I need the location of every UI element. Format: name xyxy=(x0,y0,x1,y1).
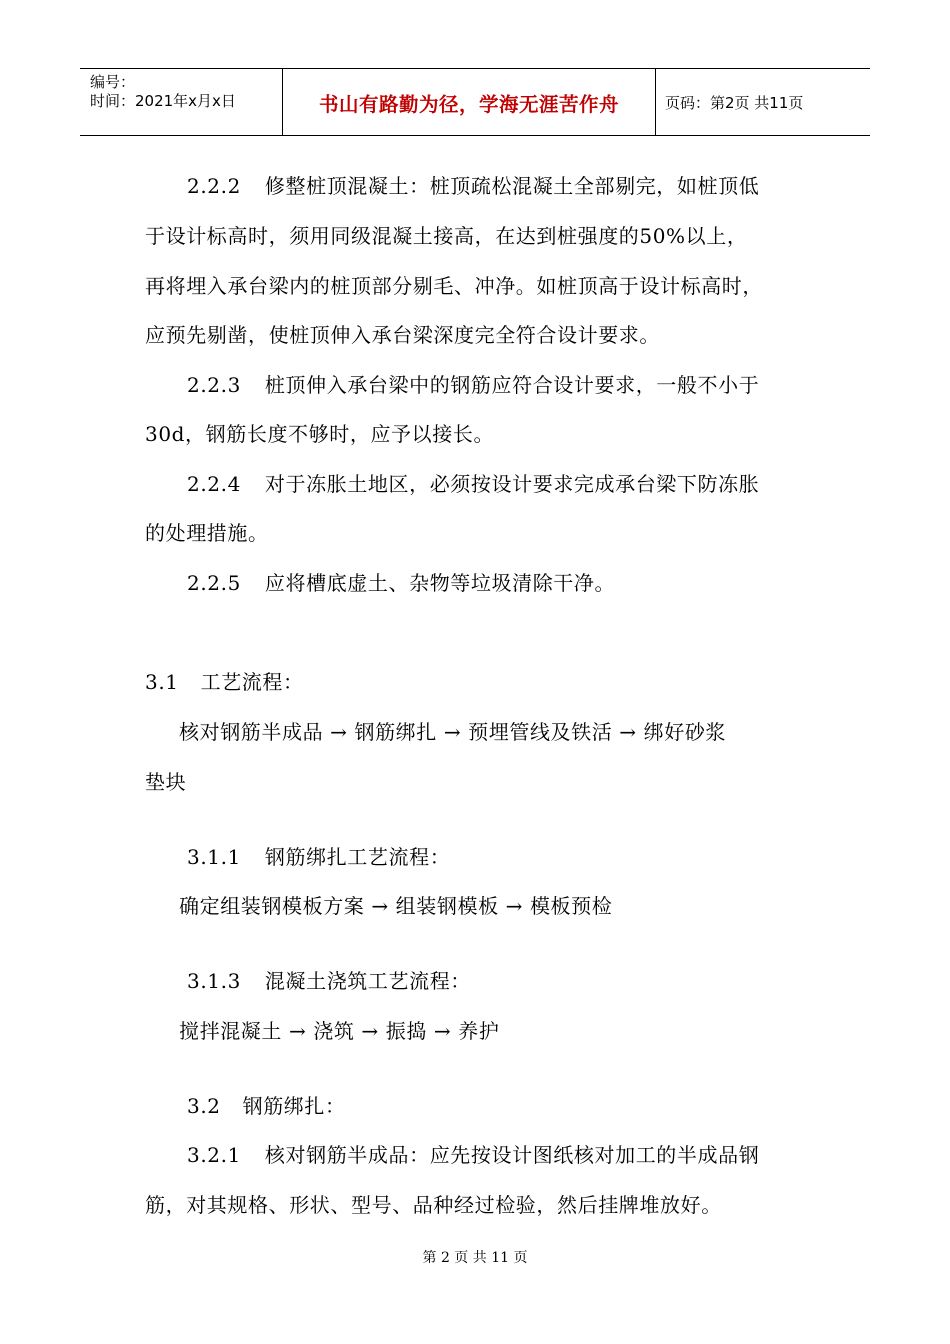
section-3-2-heading xyxy=(187,1093,346,1119)
rebar-binding-flow: 确定组装钢模板方案 → 组装钢模板 → 模板预检 xyxy=(179,894,613,918)
paragraph-3-2-1-line-2: 筋，对其规格、形状、型号、品种经过检验，然后挂牌堆放好。 xyxy=(145,1193,722,1217)
paragraph-2-2-5-line-1 xyxy=(187,570,615,596)
paragraph-text: 对于冻胀土地区，必须按设计要求完成承台梁下防冻胀 xyxy=(264,472,760,496)
paragraph-2-2-4-line-2: 的处理措施。 xyxy=(145,521,269,545)
section-3-1-1-heading xyxy=(187,844,450,870)
page-footer: 第 2 页 共 11 页 xyxy=(422,1250,528,1266)
section-title: 钢筋绑扎： xyxy=(242,1094,346,1118)
section-title: 混凝土浇筑工艺流程： xyxy=(264,969,471,993)
header-meta xyxy=(90,73,280,111)
section-number: 2.2.5 xyxy=(187,571,241,595)
section-title: 钢筋绑扎工艺流程： xyxy=(264,845,451,869)
process-flow-line-1: 核对钢筋半成品 → 钢筋绑扎 → 预埋管线及铁活 → 绑好砂浆 xyxy=(179,720,727,744)
paragraph-2-2-3-line-2: 30d，钢筋长度不够时，应予以接长。 xyxy=(145,422,495,446)
paragraph-2-2-2-line-3: 再将埋入承台梁内的桩顶部分剔毛、冲净。如桩顶高于设计标高时， xyxy=(145,274,763,298)
section-number: 3.2 xyxy=(187,1094,221,1118)
section-title: 工艺流程： xyxy=(200,670,304,694)
paragraph-text: 应将槽底虚土、杂物等垃圾清除干净。 xyxy=(264,571,616,595)
section-number: 3.1 xyxy=(145,670,179,694)
section-number: 2.2.2 xyxy=(187,174,241,198)
section-number: 3.1.1 xyxy=(187,845,241,869)
paragraph-text: 修整桩顶混凝土：桩顶疏松混凝土全部剔完，如桩顶低 xyxy=(264,174,760,198)
paragraph-3-2-1-line-1 xyxy=(187,1142,759,1168)
paragraph-text: 桩顶伸入承台梁中的钢筋应符合设计要求，一般不小于 xyxy=(264,373,760,397)
document-number-label: 编号： xyxy=(90,73,136,91)
header-motto: 书山有路勤为径，学海无涯苦作舟 xyxy=(318,92,619,116)
paragraph-2-2-2-line-2: 于设计标高时，须用同级混凝土接高，在达到桩强度的50%以上， xyxy=(145,224,748,248)
paragraph-text: 核对钢筋半成品：应先按设计图纸核对加工的半成品钢 xyxy=(264,1143,760,1167)
paragraph-2-2-2-line-1 xyxy=(187,173,759,199)
header-page-number: 页码：第2页 共11页 xyxy=(665,94,804,112)
section-3-1-heading xyxy=(145,669,304,695)
paragraph-2-2-4-line-1 xyxy=(187,471,759,497)
paragraph-2-2-3-line-1 xyxy=(187,372,759,398)
section-number: 3.1.3 xyxy=(187,969,241,993)
section-number: 2.2.4 xyxy=(187,472,241,496)
document-time-label: 时间：2021年x月x日 xyxy=(90,92,236,110)
section-3-1-3-heading xyxy=(187,968,471,994)
section-number: 3.2.1 xyxy=(187,1143,241,1167)
concrete-pouring-flow: 搅拌混凝土 → 浇筑 → 振捣 → 养护 xyxy=(179,1019,500,1043)
paragraph-2-2-2-line-4: 应预先剔凿，使桩顶伸入承台梁深度完全符合设计要求。 xyxy=(145,323,660,347)
section-number: 2.2.3 xyxy=(187,373,241,397)
process-flow-line-2: 垫块 xyxy=(145,770,187,794)
header-divider-right xyxy=(655,69,656,135)
page-header xyxy=(80,68,870,136)
